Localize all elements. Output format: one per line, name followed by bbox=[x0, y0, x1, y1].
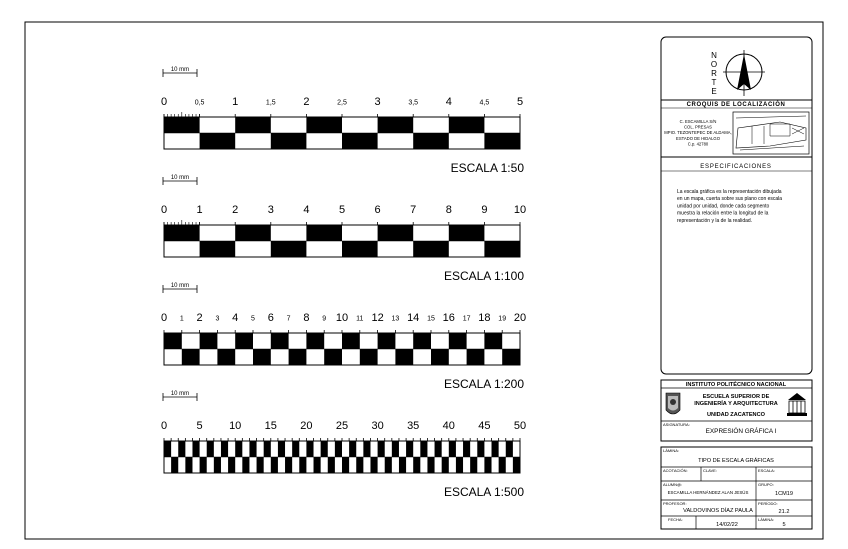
lamina-number-value: 5 bbox=[782, 522, 786, 528]
address-line: MPIO. TEZONTEPEC DE ALDAMA, bbox=[664, 130, 732, 136]
unit-indicator bbox=[163, 391, 197, 401]
scale-segment bbox=[314, 457, 321, 473]
tick-label: 2 bbox=[232, 204, 239, 216]
tick-label: 10 bbox=[513, 204, 527, 216]
scale-segment bbox=[292, 441, 299, 457]
school-name-line-2: INGENIERÍA Y ARQUITECTURA bbox=[694, 401, 778, 407]
scale-segment bbox=[420, 441, 427, 457]
scale-segment bbox=[513, 457, 520, 473]
scale-segment bbox=[171, 457, 178, 473]
scale-segment bbox=[413, 133, 449, 149]
fecha-label: FECHA: bbox=[668, 517, 683, 522]
unit-label: 10 mm bbox=[170, 283, 190, 289]
specs-text bbox=[677, 189, 782, 224]
escala-label: ESCALA: bbox=[758, 468, 775, 473]
specs-title: ESPECIFICACIONES bbox=[700, 164, 772, 170]
tick-label: 4,5 bbox=[479, 99, 490, 107]
scale-segment bbox=[221, 441, 228, 457]
north-label bbox=[711, 51, 717, 96]
unit-name: UNIDAD ZACATENCO bbox=[706, 412, 766, 418]
alumno-value: ESCAMILLA HERNÁNDEZ ALAN JESÚS bbox=[667, 490, 749, 495]
north-letter: E bbox=[711, 87, 717, 96]
tick-label: 0 bbox=[160, 420, 168, 432]
scale-segment bbox=[321, 441, 328, 457]
tick-label: 30 bbox=[371, 420, 384, 432]
scale-segment bbox=[306, 225, 342, 241]
specs-line: en un mapa, cuerta sobre sus plano con escala bbox=[677, 196, 783, 203]
unit-label: 10 mm bbox=[170, 391, 190, 397]
croquis-title: CROQUIS DE LOCALIZACIÓN bbox=[686, 102, 786, 108]
tick-label: 25 bbox=[335, 420, 349, 432]
scale-segment bbox=[378, 225, 414, 241]
scale-segment bbox=[242, 457, 249, 473]
tick-label: 4 bbox=[445, 96, 452, 108]
tick-label: 2 bbox=[196, 312, 203, 324]
scale-segment bbox=[413, 333, 431, 349]
scale-segment bbox=[378, 117, 414, 133]
acotacion-label: ACOTACIÓN: bbox=[663, 468, 688, 473]
tick-label: 20 bbox=[300, 420, 313, 432]
scale-segment bbox=[499, 457, 506, 473]
address-line: C. ESCAMILLA S/N bbox=[679, 119, 717, 124]
scale-segment bbox=[324, 349, 342, 365]
unit-label: 10 mm bbox=[170, 67, 190, 73]
scale-segment bbox=[449, 117, 485, 133]
periodo-value: 21.2 bbox=[778, 509, 790, 515]
tick-label: 8 bbox=[445, 204, 452, 216]
scale-segment bbox=[449, 441, 456, 457]
scale-4 bbox=[161, 391, 526, 499]
asignatura-label: ASIGNATURA: bbox=[663, 422, 690, 427]
scale-segment bbox=[228, 457, 235, 473]
scale-title: ESCALA 1:50 bbox=[450, 161, 524, 175]
scale-segment bbox=[470, 457, 477, 473]
tick-label: 6 bbox=[374, 204, 381, 216]
clave-label: CLAVE: bbox=[703, 468, 717, 473]
scale-segment bbox=[413, 241, 449, 257]
tick-label: 12 bbox=[371, 312, 384, 324]
scale-segment bbox=[456, 457, 463, 473]
scale-segment bbox=[253, 349, 271, 365]
specs-line: La escala gráfica es la representación dibujada bbox=[677, 189, 782, 195]
scale-segment bbox=[378, 333, 396, 349]
scale-segment bbox=[484, 457, 491, 473]
scale-segment bbox=[484, 241, 520, 257]
scale-segment bbox=[200, 241, 236, 257]
scale-segment bbox=[285, 457, 292, 473]
scale-1 bbox=[161, 67, 524, 175]
scale-segment bbox=[271, 133, 307, 149]
tick-label: 20 bbox=[513, 312, 527, 324]
tick-label: 3 bbox=[374, 96, 381, 108]
specs-line: representación y la de la realidad. bbox=[677, 217, 753, 224]
north-letter: R bbox=[711, 69, 717, 78]
specs-line: muestra la relación entre la longitud de la bbox=[677, 210, 769, 217]
lamina-value: TIPO DE ESCALA GRÁFICAS bbox=[698, 458, 774, 464]
tick-label: 1,5 bbox=[265, 99, 276, 107]
scale-segment bbox=[271, 457, 278, 473]
tick-label: 45 bbox=[478, 420, 491, 432]
tick-label: 11 bbox=[356, 315, 364, 323]
tick-label: 3 bbox=[215, 315, 220, 323]
scale-segment bbox=[463, 441, 470, 457]
tick-label: 5 bbox=[338, 204, 346, 216]
location-address bbox=[664, 119, 731, 146]
north-letter: N bbox=[711, 51, 717, 60]
scale-title: ESCALA 1:500 bbox=[443, 485, 524, 499]
location-sketch bbox=[733, 112, 809, 154]
north-letter: O bbox=[710, 60, 718, 69]
scale-segment bbox=[289, 349, 307, 365]
tick-label: 50 bbox=[513, 420, 527, 432]
tick-label: 10 bbox=[335, 312, 349, 324]
scale-segment bbox=[306, 333, 324, 349]
scale-segment bbox=[200, 333, 218, 349]
scale-segment bbox=[235, 117, 271, 133]
scale-segment bbox=[392, 441, 399, 457]
scale-segment bbox=[235, 225, 271, 241]
scale-segment bbox=[435, 441, 442, 457]
tick-label: 3,5 bbox=[408, 99, 419, 107]
scale-segment bbox=[264, 441, 271, 457]
scale-segment bbox=[363, 441, 370, 457]
specs-line: unidad por unidad, donde cada segmento bbox=[677, 203, 770, 210]
tick-label: 9 bbox=[322, 315, 327, 323]
scale-segment bbox=[502, 349, 520, 365]
unit-indicator bbox=[163, 283, 197, 293]
scale-segment bbox=[370, 457, 377, 473]
tick-label: 15 bbox=[264, 420, 277, 432]
scale-title: ESCALA 1:200 bbox=[443, 377, 524, 391]
grupo-value: 1CM19 bbox=[774, 491, 794, 497]
tick-label: 3 bbox=[267, 204, 274, 216]
tick-label: 0 bbox=[160, 204, 168, 216]
scale-segment bbox=[200, 133, 236, 149]
scale-segment bbox=[360, 349, 378, 365]
scale-segment bbox=[164, 225, 200, 241]
scale-segment bbox=[467, 349, 485, 365]
scale-segment bbox=[178, 441, 185, 457]
tick-label: 0 bbox=[160, 96, 168, 108]
scale-segment bbox=[257, 457, 264, 473]
scale-segment bbox=[342, 133, 378, 149]
tick-label: 15 bbox=[427, 315, 435, 323]
alumno-label: ALUMN@: bbox=[663, 482, 683, 487]
scale-segment bbox=[306, 441, 313, 457]
tick-label: 18 bbox=[478, 312, 491, 324]
tick-label: 5 bbox=[516, 96, 524, 108]
fecha-value: 14/02/22 bbox=[716, 522, 738, 528]
scale-segment bbox=[207, 441, 214, 457]
tick-label: 8 bbox=[303, 312, 310, 324]
lamina-number-label: LÁMINA: bbox=[758, 517, 775, 522]
scale-segment bbox=[492, 441, 499, 457]
tick-label: 2 bbox=[303, 96, 310, 108]
tick-label: 0 bbox=[160, 312, 168, 324]
grupo-label: GRUPO: bbox=[758, 482, 774, 487]
scale-segment bbox=[427, 457, 434, 473]
unit-label: 10 mm bbox=[170, 175, 190, 181]
scale-segment bbox=[271, 333, 289, 349]
scale-segment bbox=[342, 333, 360, 349]
scale-segment bbox=[192, 441, 199, 457]
address-line: ESTADO DE HIDALGO bbox=[676, 135, 720, 141]
scale-3 bbox=[161, 283, 526, 391]
scale-2 bbox=[161, 175, 526, 283]
tick-label: 17 bbox=[462, 315, 471, 323]
tick-label: 0,5 bbox=[194, 99, 205, 107]
scale-segment bbox=[413, 457, 420, 473]
esia-logo-icon bbox=[787, 393, 807, 416]
scale-segment bbox=[395, 349, 413, 365]
scale-segment bbox=[299, 457, 306, 473]
unit-indicator bbox=[163, 67, 197, 77]
scale-segment bbox=[442, 457, 449, 473]
lamina-label: LÁMINA: bbox=[663, 448, 680, 453]
scale-segment bbox=[342, 241, 378, 257]
tick-label: 10 bbox=[229, 420, 242, 432]
scale-segment bbox=[164, 333, 182, 349]
tick-label: 40 bbox=[442, 420, 455, 432]
tick-label: 14 bbox=[407, 312, 420, 324]
tick-label: 1 bbox=[196, 204, 203, 216]
tick-label: 1 bbox=[179, 315, 184, 323]
ipn-logo-icon bbox=[666, 393, 680, 414]
scale-segment bbox=[271, 241, 307, 257]
scale-segment bbox=[217, 349, 235, 365]
scale-segment bbox=[164, 441, 171, 457]
scale-segment bbox=[399, 457, 406, 473]
tick-label: 16 bbox=[442, 312, 455, 324]
tick-label: 7 bbox=[286, 315, 291, 323]
scale-segment bbox=[378, 441, 385, 457]
north-arrow-icon bbox=[723, 50, 765, 96]
north-letter: T bbox=[711, 78, 717, 87]
tick-label: 35 bbox=[407, 420, 420, 432]
tick-label: 19 bbox=[498, 315, 507, 323]
scale-segment bbox=[328, 457, 335, 473]
school-name-line-1: ESCUELA SUPERIOR DE bbox=[702, 394, 770, 400]
scale-segment bbox=[342, 457, 349, 473]
scale-segment bbox=[356, 457, 363, 473]
profesor-value: VALDOVINOS DÍAZ PAULA bbox=[683, 508, 753, 514]
scale-segment bbox=[406, 441, 413, 457]
scale-segment bbox=[506, 441, 513, 457]
scale-segment bbox=[477, 441, 484, 457]
scale-segment bbox=[349, 441, 356, 457]
scale-segment bbox=[278, 441, 285, 457]
scale-segment bbox=[306, 117, 342, 133]
profesor-label: PROFESOR: bbox=[663, 501, 687, 506]
tick-label: 5 bbox=[196, 420, 203, 432]
scale-segment bbox=[431, 349, 449, 365]
tick-label: 13 bbox=[391, 315, 400, 323]
scale-segment bbox=[484, 133, 520, 149]
scale-segment bbox=[235, 333, 253, 349]
tick-label: 7 bbox=[410, 204, 417, 216]
address-line: C.p. 42780 bbox=[687, 141, 709, 147]
tick-label: 2,5 bbox=[337, 99, 347, 107]
address-line: COL. PRESAS bbox=[684, 124, 712, 130]
scale-segment bbox=[249, 441, 256, 457]
scale-segment bbox=[214, 457, 221, 473]
tick-label: 9 bbox=[481, 204, 488, 216]
graphic-scales bbox=[161, 67, 526, 499]
asignatura-value: EXPRESIÓN GRÁFICA I bbox=[705, 428, 777, 435]
scale-segment bbox=[164, 117, 200, 133]
scale-segment bbox=[200, 457, 207, 473]
scale-segment bbox=[449, 225, 485, 241]
scale-segment bbox=[484, 333, 502, 349]
institute-name: INSTITUTO POLITÉCNICO NACIONAL bbox=[685, 382, 787, 388]
unit-indicator bbox=[163, 175, 197, 185]
title-block bbox=[661, 37, 812, 529]
scale-segment bbox=[182, 349, 200, 365]
scale-segment bbox=[335, 441, 342, 457]
scale-segment bbox=[235, 441, 242, 457]
tick-label: 5 bbox=[251, 315, 255, 323]
tick-label: 4 bbox=[303, 204, 310, 216]
tick-label: 1 bbox=[232, 96, 239, 108]
periodo-label: PERÍODO: bbox=[758, 501, 778, 506]
scale-segment bbox=[385, 457, 392, 473]
scale-title: ESCALA 1:100 bbox=[443, 269, 524, 283]
scale-segment bbox=[449, 333, 467, 349]
tick-label: 4 bbox=[232, 312, 239, 324]
tick-label: 6 bbox=[267, 312, 274, 324]
scale-segment bbox=[185, 457, 192, 473]
